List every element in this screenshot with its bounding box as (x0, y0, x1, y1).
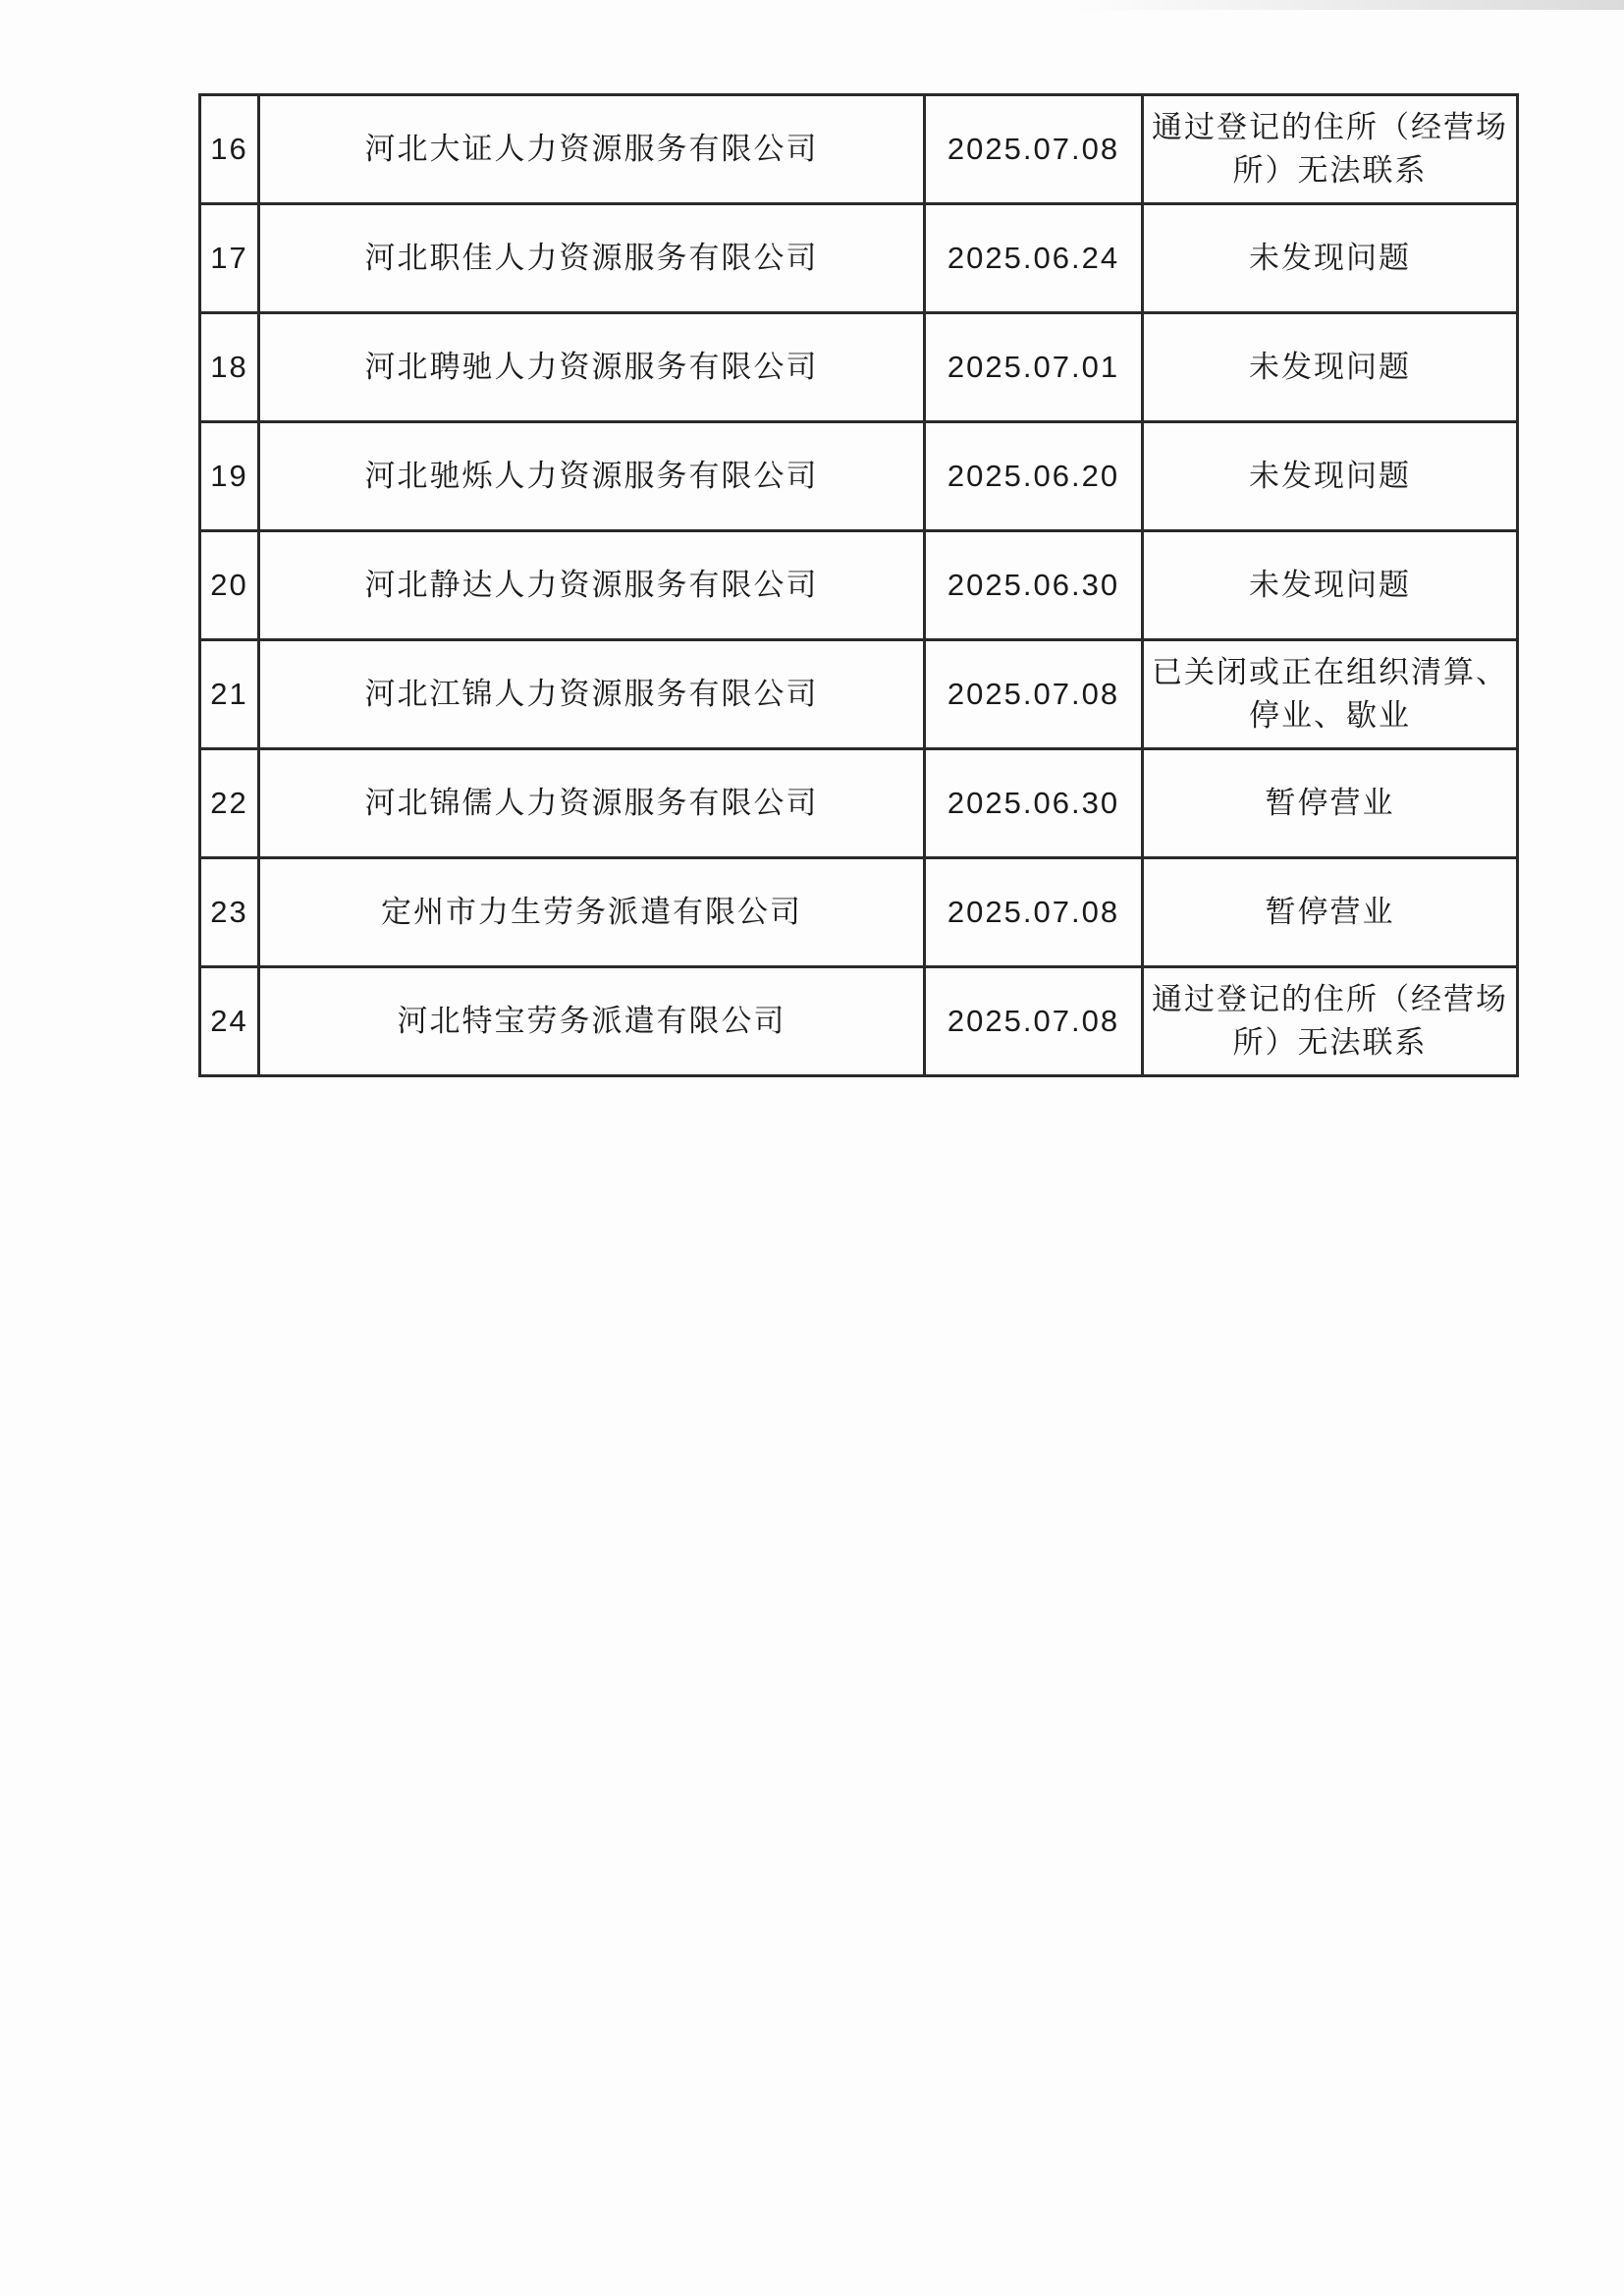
row-number: 21 (200, 640, 259, 749)
inspection-date: 2025.07.08 (925, 640, 1143, 749)
table-row (200, 313, 1518, 422)
row-number: 22 (200, 749, 259, 858)
inspection-result: 暂停营业 (1143, 749, 1518, 858)
inspection-date: 2025.07.08 (925, 967, 1143, 1076)
scan-edge-shadow (1074, 0, 1624, 10)
row-number: 16 (200, 95, 259, 204)
inspection-date: 2025.06.20 (925, 422, 1143, 531)
company-name: 河北江锦人力资源服务有限公司 (259, 640, 925, 749)
company-name: 河北锦儒人力资源服务有限公司 (259, 749, 925, 858)
row-number: 24 (200, 967, 259, 1076)
inspection-date: 2025.07.01 (925, 313, 1143, 422)
inspection-results-table (198, 93, 1519, 1077)
inspection-result: 未发现问题 (1143, 204, 1518, 313)
table-row (200, 640, 1518, 749)
company-name: 河北聘驰人力资源服务有限公司 (259, 313, 925, 422)
row-number: 17 (200, 204, 259, 313)
inspection-date: 2025.06.30 (925, 749, 1143, 858)
inspection-date: 2025.06.30 (925, 531, 1143, 640)
row-number: 18 (200, 313, 259, 422)
company-name: 河北职佳人力资源服务有限公司 (259, 204, 925, 313)
row-number: 19 (200, 422, 259, 531)
table-row (200, 749, 1518, 858)
inspection-result: 通过登记的住所（经营场所）无法联系 (1143, 95, 1518, 204)
company-name: 定州市力生劳务派遣有限公司 (259, 858, 925, 967)
inspection-date: 2025.07.08 (925, 95, 1143, 204)
inspection-result: 通过登记的住所（经营场所）无法联系 (1143, 967, 1518, 1076)
table-row (200, 531, 1518, 640)
inspection-result: 暂停营业 (1143, 858, 1518, 967)
inspection-result: 未发现问题 (1143, 531, 1518, 640)
company-name: 河北大证人力资源服务有限公司 (259, 95, 925, 204)
inspection-result: 已关闭或正在组织清算、停业、歇业 (1143, 640, 1518, 749)
company-name: 河北静达人力资源服务有限公司 (259, 531, 925, 640)
company-name: 河北驰烁人力资源服务有限公司 (259, 422, 925, 531)
company-name: 河北特宝劳务派遣有限公司 (259, 967, 925, 1076)
table-row (200, 204, 1518, 313)
table-row (200, 858, 1518, 967)
inspection-date: 2025.06.24 (925, 204, 1143, 313)
table-row (200, 422, 1518, 531)
row-number: 20 (200, 531, 259, 640)
inspection-result: 未发现问题 (1143, 313, 1518, 422)
inspection-date: 2025.07.08 (925, 858, 1143, 967)
inspection-result: 未发现问题 (1143, 422, 1518, 531)
table-body (200, 95, 1518, 1076)
table-row (200, 95, 1518, 204)
table-row (200, 967, 1518, 1076)
row-number: 23 (200, 858, 259, 967)
